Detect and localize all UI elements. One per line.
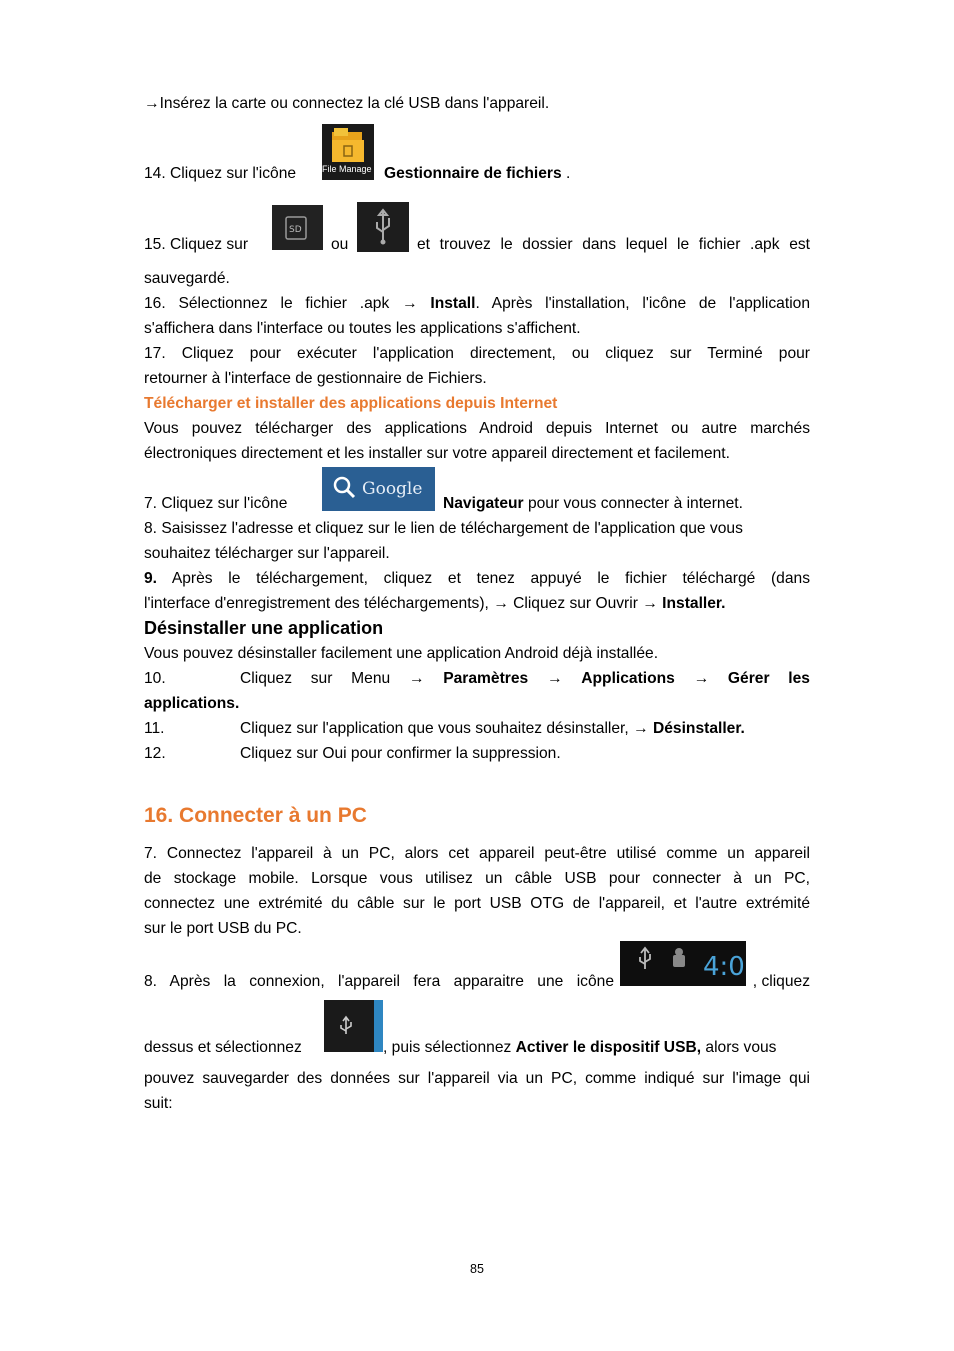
step-10: Cliquez sur Menu → Paramètres → Applications → Gérer les: [240, 670, 810, 687]
uninstall-paragraph: Vous pouvez désinstaller facilement une application Android déjà installée.: [144, 645, 659, 662]
download-subheading: Télécharger et installer des applications depuis Internet: [144, 395, 558, 412]
usb-insert-line: →Insérez la carte ou connectez la clé USB dans l'appareil.: [144, 95, 550, 112]
step-9: 9. Après le téléchargement, cliquez et tenez appuyé le fichier téléchargé (dans: [144, 570, 810, 587]
connect-pc-heading: 16. Connecter à un PC: [144, 804, 367, 827]
file-manager-icon: File Manage: [322, 124, 374, 180]
usb-notification-icon: [324, 1000, 383, 1052]
step-8-download: 8. Saisissez l'adresse et cliquez sur le lien de téléchargement de l'application que vous: [144, 520, 743, 537]
uninstall-heading: Désinstaller une application: [144, 618, 384, 638]
download-paragraph: Vous pouvez télécharger des applications Android depuis Internet ou autre marchés: [144, 420, 810, 437]
page-number: 85: [470, 1262, 484, 1276]
sd-card-icon: [272, 205, 323, 250]
step-12: Cliquez sur Oui pour confirmer la suppression.: [240, 745, 561, 762]
svg-text:SD: SD: [289, 225, 302, 235]
step-8-pc: 8. Après la connexion, l'appareil fera apparaitre une icône: [144, 973, 614, 990]
file-manager-label: Gestionnaire de fichiers: [384, 165, 562, 182]
svg-text:4:0: 4:0: [703, 952, 745, 982]
step-11: Cliquez sur l'application que vous souhaitez désinstaller, → Désinstaller.: [240, 720, 745, 737]
usb-status-bar-icon: [620, 941, 746, 986]
step-15-prefix: 15. Cliquez sur: [144, 236, 249, 253]
usb-icon: [357, 202, 409, 252]
step-14: 14. Cliquez sur l'icône: [144, 165, 297, 182]
step-16: 16. Sélectionnez le fichier .apk → Install. Après l'installation, l'icône de l'application: [144, 295, 811, 312]
step-7-browser: 7. Cliquez sur l'icône: [144, 495, 288, 512]
google-search-icon: [322, 467, 435, 511]
svg-text:Google: Google: [362, 479, 423, 499]
step-17: 17. Cliquez pour exécuter l'application directement, ou cliquez sur Terminé pour: [144, 345, 810, 362]
step-7-pc: 7. Connectez l'appareil à un PC, alors cet appareil peut-être utilisé comme un appareil: [144, 845, 810, 862]
